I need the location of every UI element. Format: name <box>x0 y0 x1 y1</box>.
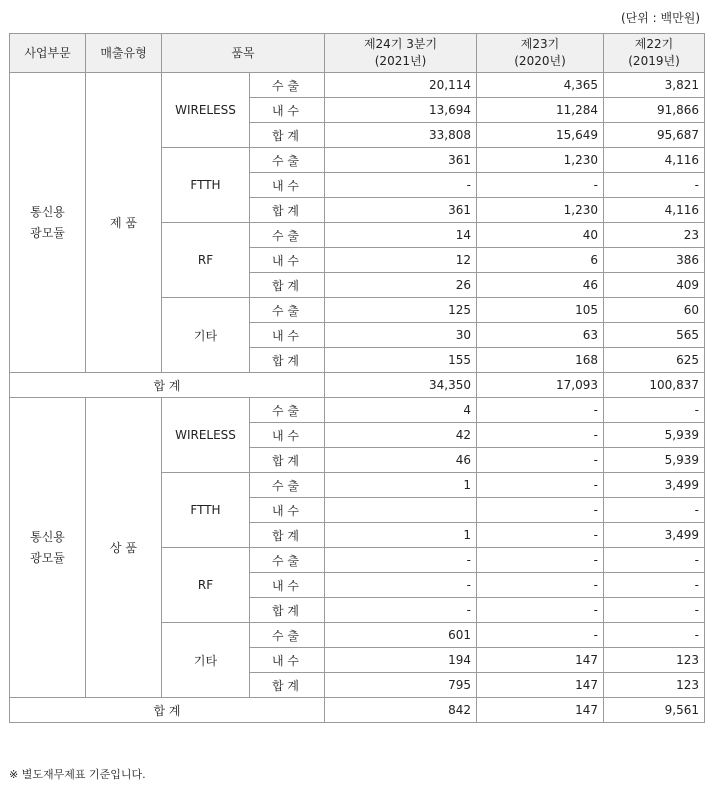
value-cell: - <box>477 423 604 448</box>
value-cell: 123 <box>604 673 705 698</box>
sub-item-cell: 합 계 <box>250 523 325 548</box>
sub-item-cell: 내 수 <box>250 423 325 448</box>
sub-item-cell: 합 계 <box>250 123 325 148</box>
value-cell: 1,230 <box>477 148 604 173</box>
value-cell <box>325 498 477 523</box>
value-cell: - <box>477 498 604 523</box>
total-value-cell: 100,837 <box>604 373 705 398</box>
value-cell: 46 <box>477 273 604 298</box>
sub-item-cell: 내 수 <box>250 98 325 123</box>
sales-type-cell: 상 품 <box>86 398 162 698</box>
value-cell: 4,116 <box>604 198 705 223</box>
value-cell: - <box>477 573 604 598</box>
item-cell: FTTH <box>162 148 250 223</box>
item-cell: 기타 <box>162 623 250 698</box>
value-cell: 63 <box>477 323 604 348</box>
sub-item-cell: 내 수 <box>250 323 325 348</box>
value-cell: - <box>477 473 604 498</box>
value-cell: - <box>477 398 604 423</box>
header-division: 사업부문 <box>10 34 86 73</box>
value-cell: 11,284 <box>477 98 604 123</box>
value-cell: - <box>604 398 705 423</box>
item-cell: WIRELESS <box>162 73 250 148</box>
value-cell: - <box>477 523 604 548</box>
value-cell: - <box>477 623 604 648</box>
value-cell: 60 <box>604 298 705 323</box>
value-cell: 5,939 <box>604 423 705 448</box>
value-cell: 40 <box>477 223 604 248</box>
header-col2-line1: 제23기 <box>520 37 560 51</box>
header-col2 <box>477 34 604 73</box>
sub-item-cell: 내 수 <box>250 248 325 273</box>
total-value-cell: 842 <box>325 698 477 723</box>
value-cell: 361 <box>325 148 477 173</box>
total-label-cell: 합 계 <box>10 373 325 398</box>
item-cell: WIRELESS <box>162 398 250 473</box>
sub-item-cell: 수 출 <box>250 398 325 423</box>
sub-item-cell: 합 계 <box>250 448 325 473</box>
value-cell: - <box>325 548 477 573</box>
value-cell: 125 <box>325 298 477 323</box>
value-cell: 13,694 <box>325 98 477 123</box>
value-cell: 601 <box>325 623 477 648</box>
header-col2-line2: (2020년) <box>514 54 566 68</box>
value-cell: 3,499 <box>604 523 705 548</box>
value-cell: - <box>477 598 604 623</box>
sub-item-cell: 내 수 <box>250 173 325 198</box>
value-cell: 105 <box>477 298 604 323</box>
total-value-cell: 34,350 <box>325 373 477 398</box>
value-cell: 14 <box>325 223 477 248</box>
value-cell: 95,687 <box>604 123 705 148</box>
value-cell: 46 <box>325 448 477 473</box>
value-cell: 361 <box>325 198 477 223</box>
value-cell: - <box>604 548 705 573</box>
total-value-cell: 9,561 <box>604 698 705 723</box>
header-col1-line2: (2021년) <box>374 54 427 68</box>
value-cell: - <box>325 598 477 623</box>
header-sales-type: 매출유형 <box>86 34 162 73</box>
sub-item-cell: 수 출 <box>250 623 325 648</box>
header-item: 품목 <box>162 34 325 73</box>
sub-item-cell: 합 계 <box>250 348 325 373</box>
item-cell: FTTH <box>162 473 250 548</box>
header-col1-line1: 제24기 3분기 <box>363 37 438 51</box>
value-cell: 6 <box>477 248 604 273</box>
sub-item-cell: 수 출 <box>250 148 325 173</box>
value-cell: 123 <box>604 648 705 673</box>
header-col3-line2: (2019년) <box>628 54 680 68</box>
sales-table <box>9 33 705 723</box>
value-cell: 1,230 <box>477 198 604 223</box>
header-row <box>10 34 705 73</box>
division-cell: 통신용 광모듈 <box>10 73 86 373</box>
total-label-cell: 합 계 <box>10 698 325 723</box>
unit-label: (단위 : 백만원) <box>621 11 700 25</box>
division-cell: 통신용 광모듈 <box>10 398 86 698</box>
value-cell: 3,821 <box>604 73 705 98</box>
value-cell: 565 <box>604 323 705 348</box>
footnote: ※ 별도재무제표 기준입니다. <box>9 768 146 781</box>
value-cell: 26 <box>325 273 477 298</box>
value-cell: 4,116 <box>604 148 705 173</box>
header-col3-line1: 제22기 <box>634 37 674 51</box>
value-cell: 5,939 <box>604 448 705 473</box>
total-value-cell: 147 <box>477 698 604 723</box>
value-cell: - <box>604 498 705 523</box>
sub-item-cell: 수 출 <box>250 73 325 98</box>
value-cell: 625 <box>604 348 705 373</box>
value-cell: - <box>604 173 705 198</box>
header-col1 <box>325 34 477 73</box>
value-cell: 15,649 <box>477 123 604 148</box>
sales-type-cell: 제 품 <box>86 73 162 373</box>
value-cell: - <box>477 448 604 473</box>
value-cell: 147 <box>477 673 604 698</box>
sub-item-cell: 수 출 <box>250 473 325 498</box>
value-cell: - <box>325 173 477 198</box>
sub-item-cell: 내 수 <box>250 648 325 673</box>
value-cell: 194 <box>325 648 477 673</box>
value-cell: - <box>604 598 705 623</box>
sub-item-cell: 합 계 <box>250 198 325 223</box>
value-cell: 386 <box>604 248 705 273</box>
value-cell: - <box>604 573 705 598</box>
value-cell: - <box>477 173 604 198</box>
value-cell: 1 <box>325 523 477 548</box>
value-cell: 409 <box>604 273 705 298</box>
table-row <box>10 398 705 423</box>
total-row <box>10 698 705 723</box>
value-cell: 91,866 <box>604 98 705 123</box>
table-row <box>10 73 705 98</box>
value-cell: 3,499 <box>604 473 705 498</box>
item-cell: RF <box>162 223 250 298</box>
value-cell: - <box>325 573 477 598</box>
value-cell: 33,808 <box>325 123 477 148</box>
value-cell: 1 <box>325 473 477 498</box>
value-cell: 168 <box>477 348 604 373</box>
value-cell: 23 <box>604 223 705 248</box>
sub-item-cell: 내 수 <box>250 573 325 598</box>
value-cell: 20,114 <box>325 73 477 98</box>
value-cell: 147 <box>477 648 604 673</box>
sub-item-cell: 내 수 <box>250 498 325 523</box>
value-cell: 4 <box>325 398 477 423</box>
sub-item-cell: 수 출 <box>250 223 325 248</box>
value-cell: 795 <box>325 673 477 698</box>
item-cell: RF <box>162 548 250 623</box>
sub-item-cell: 합 계 <box>250 273 325 298</box>
value-cell: 155 <box>325 348 477 373</box>
value-cell: 30 <box>325 323 477 348</box>
sub-item-cell: 수 출 <box>250 548 325 573</box>
table-body <box>10 73 705 723</box>
value-cell: 4,365 <box>477 73 604 98</box>
item-cell: 기타 <box>162 298 250 373</box>
value-cell: 12 <box>325 248 477 273</box>
sub-item-cell: 수 출 <box>250 298 325 323</box>
value-cell: - <box>477 548 604 573</box>
sub-item-cell: 합 계 <box>250 673 325 698</box>
header-col3 <box>604 34 705 73</box>
total-value-cell: 17,093 <box>477 373 604 398</box>
total-row <box>10 373 705 398</box>
sub-item-cell: 합 계 <box>250 598 325 623</box>
value-cell: 42 <box>325 423 477 448</box>
value-cell: - <box>604 623 705 648</box>
